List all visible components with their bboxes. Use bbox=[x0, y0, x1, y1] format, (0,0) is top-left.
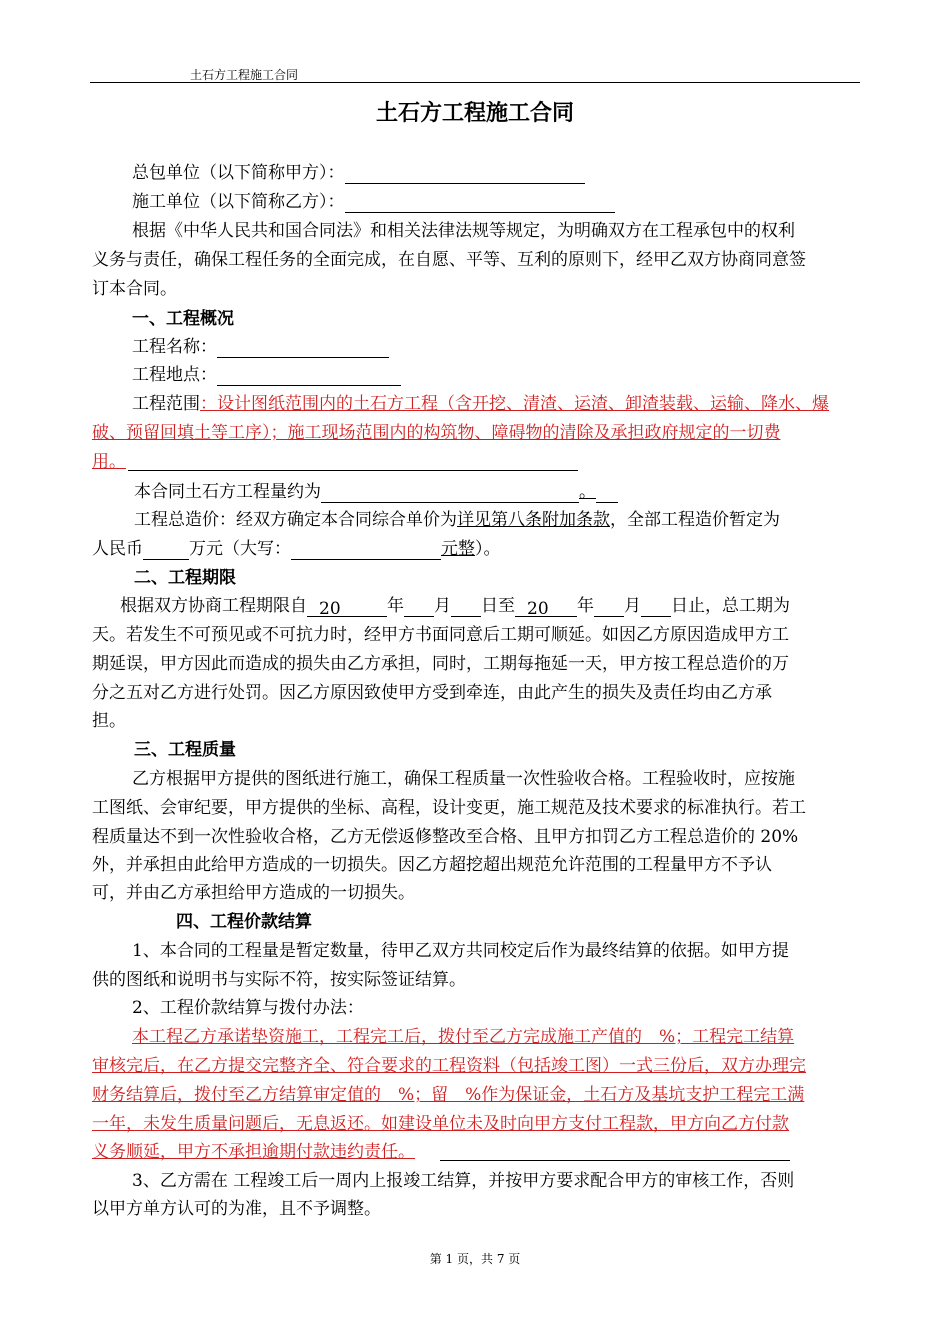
scope-text: 破、预留回填土等工序）；施工现场范围内的构筑物、障碍物的清除及承担政府规定的一切费 bbox=[92, 423, 781, 443]
scope-underline bbox=[128, 470, 578, 471]
project-name-label: 工程名称： bbox=[132, 337, 217, 357]
settlement-text: 供的图纸和说明书与实际不符，按实际签证结算。 bbox=[92, 970, 466, 990]
price-line bbox=[134, 509, 780, 531]
settlement-text: 1、本合同的工程量是暂定数量，待甲乙双方共同校定后作为最终结算的依据。如甲方提 bbox=[132, 941, 789, 961]
start-year: 20 bbox=[307, 598, 387, 617]
section-4-heading: 四、工程价款结算 bbox=[176, 912, 312, 932]
period-line bbox=[120, 595, 790, 617]
scope-line bbox=[132, 393, 829, 415]
period-text: 期延误，甲方因此而造成的损失由乙方承担，同时，工期每拖延一天，甲方按工程总造价的万 bbox=[92, 654, 789, 674]
project-name-blank bbox=[217, 339, 389, 358]
scope-label: 工程范围 bbox=[132, 394, 200, 414]
amount-unit: 万元（大写： bbox=[189, 539, 291, 559]
running-header: 土石方工程施工合同 bbox=[190, 68, 299, 82]
payment-terms-text: 审核完后，在乙方提交完整齐全、符合要求的工程资料（包括竣工图）一式三份后，双方办理完 bbox=[92, 1056, 806, 1076]
amount-words-blank bbox=[291, 541, 441, 560]
amount-close: ）。 bbox=[475, 539, 501, 559]
period-text: 担。 bbox=[92, 711, 126, 731]
volume-label: 本合同土石方工程量约为 bbox=[134, 482, 321, 502]
party-a-label: 总包单位（以下简称甲方）： bbox=[132, 163, 345, 183]
payment-terms-text: 财务结算后，拨付至乙方结算审定值的 %；留 %作为保证金，土石方及基坑支护工程完工满 bbox=[92, 1085, 805, 1105]
volume-line bbox=[134, 481, 618, 503]
quality-text: 工图纸、会审纪要，甲方提供的坐标、高程，设计变更，施工规范及技术要求的标准执行。若工 bbox=[92, 798, 806, 818]
price-label: 工程总造价：经双方确定本合同综合单价为 bbox=[134, 510, 457, 530]
quality-text: 外，并承担由此给甲方造成的一切损失。因乙方超挖超出规范允许范围的工程量甲方不予认 bbox=[92, 855, 772, 875]
payment-terms-text: 义务顺延，甲方不承担逾期付款违约责任。 bbox=[92, 1142, 415, 1162]
final-settlement-text: 以甲方单方认可的为准，且不予调整。 bbox=[92, 1199, 381, 1219]
intro-line: 订本合同。 bbox=[92, 279, 177, 299]
amount-words-suffix: 元整 bbox=[441, 539, 475, 559]
header-rule bbox=[90, 82, 860, 83]
period-text: 天。若发生不可预见或不可抗力时，经甲方书面同意后工期可顺延。如因乙方原因造成甲方工 bbox=[92, 625, 789, 645]
start-month-blank bbox=[404, 598, 434, 617]
final-settlement-text: 3、乙方需在 工程竣工后一周内上报竣工结算，并按甲方要求配合甲方的审核工作，否则 bbox=[132, 1171, 795, 1191]
project-place-line bbox=[132, 364, 401, 386]
end-year: 20 bbox=[515, 598, 577, 617]
quality-text: 可，并由乙方承担给甲方造成的一切损失。 bbox=[92, 883, 415, 903]
project-place-label: 工程地点： bbox=[132, 365, 217, 385]
period-text: 分之五对乙方进行处罚。因乙方原因致使甲方受到牵连，由此产生的损失及责任均由乙方承 bbox=[92, 683, 772, 703]
end-month-blank bbox=[594, 598, 624, 617]
price-reference: 详见第八条附加条款 bbox=[457, 510, 610, 530]
payment-terms-underline bbox=[440, 1160, 790, 1161]
payment-terms-text: 一年，未发生质量问题后，无息返还。如建设单位未及时向甲方支付工程款，甲方向乙方付款 bbox=[92, 1114, 789, 1134]
scope-text: ：设计图纸范围内的土石方工程（含开挖、清渣、运渣、卸渣装载、运输、降水、爆 bbox=[200, 394, 829, 414]
payment-terms-text: 本工程乙方承诺垫资施工，工程完工后，拨付至乙方完成施工产值的 %；工程完工结算 bbox=[132, 1027, 795, 1047]
payment-method-label: 2、工程价款结算与拨付办法： bbox=[132, 998, 364, 1018]
project-place-blank bbox=[217, 367, 401, 386]
scope-text: 用。 bbox=[92, 452, 126, 472]
section-1-heading: 一、工程概况 bbox=[132, 309, 234, 329]
period-label: 根据双方协商工程期限自 bbox=[120, 596, 307, 616]
document-title: 土石方工程施工合同 bbox=[375, 100, 574, 126]
section-3-heading: 三、工程质量 bbox=[134, 740, 236, 760]
to-text: 日至 bbox=[481, 596, 515, 616]
intro-line: 根据《中华人民共和国合同法》和相关法律法规等规定，为明确双方在工程承包中的权利 bbox=[132, 221, 795, 241]
end-day-blank bbox=[641, 598, 671, 617]
start-day-blank bbox=[451, 598, 481, 617]
party-a-line bbox=[132, 162, 585, 184]
price-amount-line bbox=[92, 538, 501, 560]
year-text: 年 bbox=[577, 596, 594, 616]
month-text: 月 bbox=[434, 596, 451, 616]
year-text: 年 bbox=[387, 596, 404, 616]
month-text: 月 bbox=[624, 596, 641, 616]
party-a-blank bbox=[345, 165, 585, 184]
party-b-label: 施工单位（以下简称乙方）： bbox=[132, 192, 345, 212]
period-tail: 日止，总工期为 bbox=[671, 596, 790, 616]
rmb-label: 人民币 bbox=[92, 539, 143, 559]
section-2-heading: 二、工程期限 bbox=[134, 568, 236, 588]
price-tail: ，全部工程造价暂定为 bbox=[610, 510, 780, 530]
party-b-line bbox=[132, 191, 615, 213]
project-name-line bbox=[132, 336, 389, 358]
volume-end: 。 bbox=[579, 482, 596, 502]
amount-blank bbox=[143, 541, 189, 560]
volume-tail-blank bbox=[596, 484, 618, 503]
intro-line: 义务与责任，确保工程任务的全面完成，在自愿、平等、互利的原则下，经甲乙双方协商同意签 bbox=[92, 250, 806, 270]
volume-blank bbox=[321, 484, 579, 503]
quality-text: 乙方根据甲方提供的图纸进行施工，确保工程质量一次性验收合格。工程验收时，应按施 bbox=[132, 769, 795, 789]
quality-text: 程质量达不到一次性验收合格，乙方无偿返修整改至合格、且甲方扣罚乙方工程总造价的 20% bbox=[92, 827, 799, 847]
party-b-blank bbox=[345, 194, 615, 213]
page-footer: 第 1 页，共 7 页 bbox=[429, 1252, 521, 1266]
